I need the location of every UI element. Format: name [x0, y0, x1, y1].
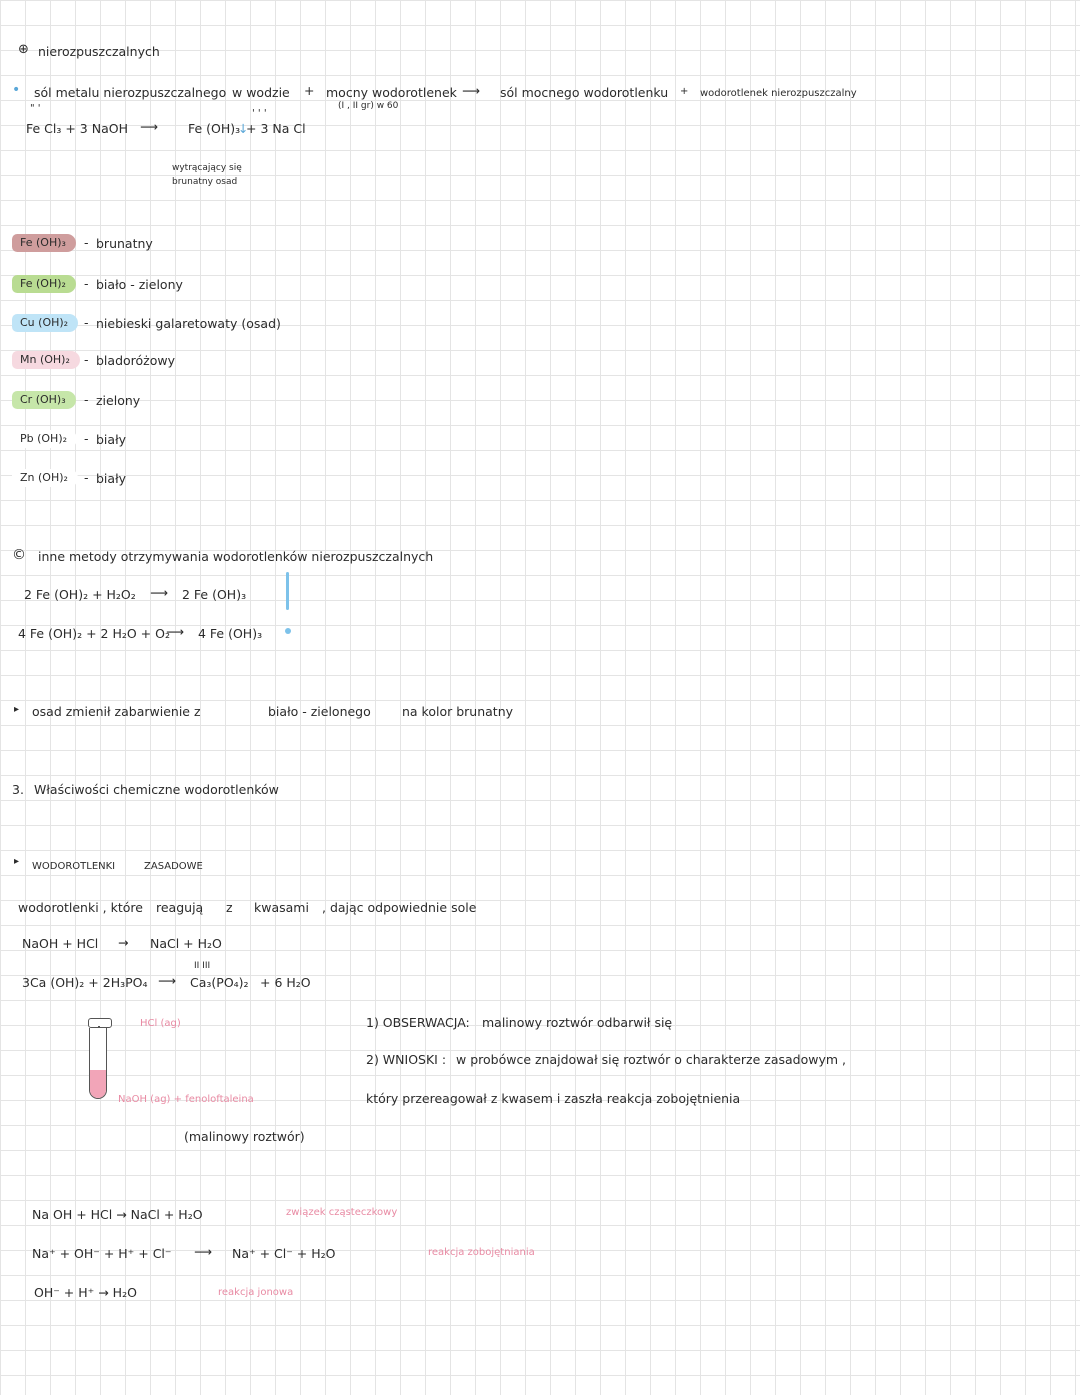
scheme-part-5: wodorotlenek nierozpuszczalny	[700, 88, 857, 99]
section-b-marker: ⊕	[18, 42, 29, 57]
marks-left: " '	[30, 103, 41, 114]
hydroxide-formula-tag: Fe (OH)₂	[12, 275, 76, 293]
c-eq2-arrow: ⟶	[166, 624, 184, 639]
s3-eq2-right: Ca₃(PO₄)₂	[190, 975, 249, 990]
hydroxide-formula-tag: Mn (OH)₂	[12, 351, 80, 369]
hydroxide-separator: -	[84, 235, 89, 250]
c-eq1-left: 2 Fe (OH)₂ + H₂O₂	[24, 587, 136, 602]
marks-mid: ' ' '	[252, 108, 267, 119]
s3-desc-d: kwasami	[254, 900, 309, 915]
test-tube-liquid	[90, 1070, 106, 1098]
hydroxide-formula-tag: Pb (OH)₂	[12, 430, 77, 448]
emphasis-line	[286, 572, 289, 610]
emphasis-dot	[285, 628, 291, 634]
concl-label: 2) WNIOSKI :	[366, 1052, 447, 1067]
hydroxide-color-desc: brunatny	[96, 236, 153, 251]
ionic-eq-3: OH⁻ + H⁺ → H₂O	[34, 1285, 137, 1300]
ionic-eq-2-left: Na⁺ + OH⁻ + H⁺ + Cl⁻	[32, 1246, 172, 1261]
c-note-bullet: ▸	[14, 704, 20, 715]
s3-eq1-right: NaCl + H₂O	[150, 936, 222, 951]
scheme-plus-2: +	[680, 86, 689, 97]
section-c-title: inne metody otrzymywania wodorotlenków nierozpuszczalnych	[38, 549, 434, 564]
scheme-arrow: ⟶	[462, 83, 480, 98]
bullet-dot: •	[12, 82, 21, 98]
ionic-label-3: reakcja jonowa	[218, 1287, 294, 1298]
s3-desc-b: reagują	[156, 900, 204, 915]
hydroxide-separator: -	[84, 276, 89, 291]
dropper-icon	[88, 1018, 112, 1028]
hydroxide-formula-tag: Zn (OH)₂	[12, 469, 78, 487]
test-tube-icon	[89, 1028, 107, 1099]
reagent-bottom: NaOH (ag) + fenoloftaleina	[118, 1094, 254, 1105]
hydroxide-color-desc: biało - zielony	[96, 277, 183, 292]
ionic-eq-2-arrow: ⟶	[194, 1244, 212, 1259]
c-eq2-left: 4 Fe (OH)₂ + 2 H₂O + O₂	[18, 626, 170, 641]
concl-text-2: który przereagował z kwasem i zaszła reakcja zobojętnienia	[366, 1091, 741, 1106]
precipitate-arrow-icon: ↓	[238, 121, 249, 136]
hydroxide-color-desc: biały	[96, 471, 127, 486]
s3-eq1-left: NaOH + HCl	[22, 936, 99, 951]
hydroxide-separator: -	[84, 470, 89, 485]
scheme-part-3-note: (I , II gr) w 60	[338, 101, 399, 111]
scheme-part-4: sól mocnego wodorotlenku	[500, 85, 669, 100]
hydroxide-color-desc: biały	[96, 432, 127, 447]
hydroxide-formula-tag: Cr (OH)₃	[12, 391, 76, 409]
reaction-note-1: wytrącający się	[172, 163, 242, 173]
hydroxide-separator: -	[84, 352, 89, 367]
section-3-title: Właściwości chemiczne wodorotlenków	[34, 782, 279, 797]
s3-desc-c: z	[226, 900, 233, 915]
scheme-part-1: sól metalu nierozpuszczalnego	[34, 85, 227, 100]
s3-subtitle-b: ZASADOWE	[144, 861, 203, 872]
concl-text-1: w probówce znajdował się roztwór o charakterze zasadowym ,	[456, 1052, 846, 1067]
reagent-top: HCl (ag)	[140, 1018, 181, 1029]
ionic-label-1: związek cząsteczkowy	[286, 1207, 398, 1218]
c-note-a: osad zmienił zabarwienie z	[32, 704, 201, 719]
ionic-eq-1: Na OH + HCl → NaCl + H₂O	[32, 1207, 203, 1222]
s3-eq2-marks: II III	[194, 961, 211, 971]
section-3-number: 3.	[12, 782, 24, 797]
s3-desc-e: , dając odpowiednie sole	[322, 900, 477, 915]
s3-eq1-arrow: →	[118, 935, 129, 950]
scheme-part-2: w wodzie	[232, 85, 290, 100]
s3-desc-a: wodorotlenki , które	[18, 900, 143, 915]
s3-subtitle-a: WODOROTLENKI	[32, 861, 116, 872]
c-eq1-right: 2 Fe (OH)₃	[182, 587, 247, 602]
c-eq2-right: 4 Fe (OH)₃	[198, 626, 263, 641]
obs-text: malinowy roztwór odbarwił się	[482, 1015, 673, 1030]
obs-label: 1) OBSERWACJA:	[366, 1015, 470, 1030]
section-c-marker: ©	[12, 547, 26, 563]
ionic-eq-2-right: Na⁺ + Cl⁻ + H₂O	[232, 1246, 336, 1261]
hydroxide-formula-tag: Fe (OH)₃	[12, 234, 76, 252]
hydroxide-separator: -	[84, 392, 89, 407]
section-b-title: nierozpuszczalnych	[38, 44, 160, 59]
c-eq1-arrow: ⟶	[150, 585, 168, 600]
s3-eq2-left: 3Ca (OH)₂ + 2H₃PO₄	[22, 975, 148, 990]
solution-label: (malinowy roztwór)	[184, 1129, 305, 1144]
hydroxide-color-desc: zielony	[96, 393, 141, 408]
c-note-b: biało - zielonego	[268, 704, 371, 719]
reaction-rest: + 3 Na Cl	[246, 121, 306, 136]
scheme-plus-1: +	[304, 83, 315, 98]
s3-eq2-water: + 6 H₂O	[260, 975, 311, 990]
scheme-part-3: mocny wodorotlenek	[326, 85, 457, 100]
hydroxide-color-desc: niebieski galaretowaty (osad)	[96, 316, 281, 331]
hydroxide-separator: -	[84, 431, 89, 446]
reaction-note-2: brunatny osad	[172, 177, 238, 187]
reaction-left: Fe Cl₃ + 3 NaOH	[26, 121, 128, 136]
reaction-product: Fe (OH)₃	[188, 121, 241, 136]
reaction-arrow: ⟶	[140, 119, 158, 134]
hydroxide-formula-tag: Cu (OH)₂	[12, 314, 78, 332]
c-note-c: na kolor brunatny	[402, 704, 514, 719]
s3-eq2-arrow: ⟶	[158, 973, 176, 988]
s3-bullet: ▸	[14, 856, 20, 867]
hydroxide-separator: -	[84, 315, 89, 330]
ionic-label-2: reakcja zobojętniania	[428, 1247, 535, 1258]
hydroxide-color-desc: bladoróżowy	[96, 353, 175, 368]
